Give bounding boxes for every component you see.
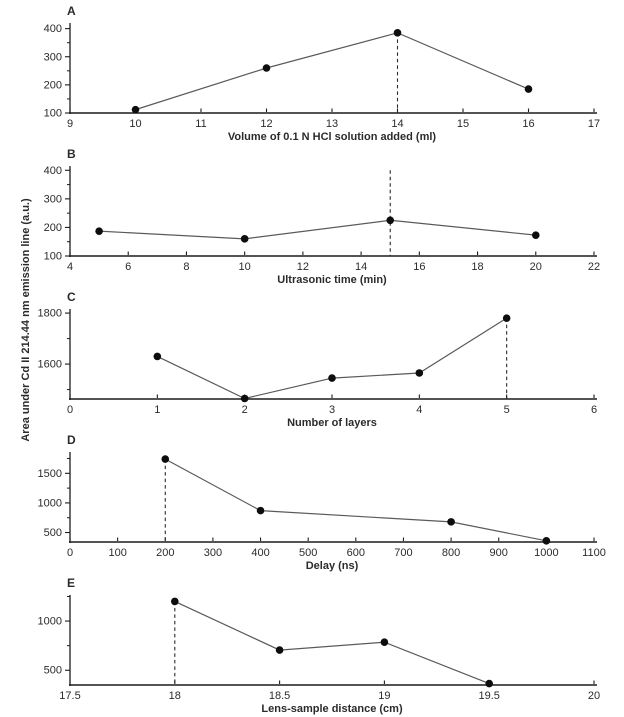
x-axis (67, 252, 600, 274)
shared-y-axis-label: Area under Cd II 214.44 nm emission line (a.u.) (20, 198, 32, 442)
data-point-marker (241, 235, 249, 243)
x-tick-label: 20 (587, 690, 601, 702)
x-tick-label: 4 (66, 261, 74, 273)
x-tick-label: 14 (354, 261, 368, 273)
x-axis (67, 395, 597, 417)
x-axis-title: Delay (ns) (305, 560, 359, 572)
data-point-marker (154, 353, 162, 361)
data-line (99, 220, 536, 239)
x-tick-label: 22 (587, 261, 601, 273)
x-tick-label: 4 (416, 404, 423, 416)
y-tick-label: 200 (43, 221, 62, 234)
data-points (171, 598, 493, 688)
x-tick-label: 2 (241, 404, 248, 416)
data-point-marker (257, 507, 265, 515)
x-tick-label: 18 (471, 261, 484, 273)
y-axis (44, 165, 70, 263)
x-tick-label: 900 (489, 547, 508, 559)
panel-e-chart (0, 573, 624, 716)
x-tick-label: 16 (522, 118, 535, 130)
x-tick-label: 0 (66, 404, 74, 416)
y-tick-label: 1000 (37, 497, 62, 510)
y-tick-label: 200 (43, 79, 62, 92)
x-tick-label: 12 (260, 118, 273, 130)
data-point-marker (263, 64, 271, 72)
data-point-marker (161, 455, 169, 463)
data-point-marker (328, 374, 336, 382)
x-axis-title: Number of layers (287, 417, 377, 429)
data-point-marker (416, 369, 424, 377)
x-tick-label: 11 (195, 118, 207, 130)
x-tick-label: 1000 (534, 547, 559, 559)
y-tick-label: 500 (43, 527, 62, 540)
x-axis-title: Volume of 0.1 N HCl solution added (ml) (227, 131, 437, 143)
y-tick-label: 400 (43, 164, 62, 177)
panel-label: A (67, 4, 76, 18)
panel-stack (0, 1, 624, 716)
x-tick-label: 800 (441, 547, 461, 559)
x-tick-label: 100 (108, 547, 127, 559)
x-tick-label: 13 (325, 118, 339, 130)
y-tick-label: 400 (43, 23, 62, 36)
x-tick-label: 700 (394, 547, 413, 559)
panel-b-chart (0, 144, 624, 287)
data-line (157, 318, 506, 398)
data-point-marker (381, 638, 389, 646)
panel-label: B (67, 147, 76, 161)
x-tick-label: 500 (299, 547, 318, 559)
y-axis (38, 452, 70, 543)
x-tick-label: 17.5 (59, 690, 81, 702)
x-axis (59, 681, 600, 703)
data-point-marker (386, 216, 394, 224)
data-point-marker (95, 227, 103, 235)
data-points (132, 29, 533, 113)
x-tick-label: 18.5 (268, 690, 291, 702)
data-point-marker (132, 106, 140, 114)
data-point-marker (525, 85, 533, 93)
x-tick-label: 10 (129, 118, 142, 130)
panel-c-chart (0, 287, 624, 430)
panel-a-chart (0, 1, 624, 144)
x-tick-label: 8 (183, 261, 190, 273)
data-point-marker (532, 231, 540, 239)
x-tick-label: 17 (587, 118, 601, 130)
y-tick-label: 1800 (37, 307, 62, 320)
data-point-marker (485, 680, 493, 688)
data-point-marker (241, 395, 249, 403)
panel-d-chart (0, 430, 624, 573)
x-tick-label: 600 (346, 547, 365, 559)
x-tick-label: 20 (529, 261, 542, 273)
x-axis (67, 109, 600, 131)
x-axis (67, 538, 606, 560)
data-line (165, 459, 546, 541)
data-point-marker (447, 518, 455, 526)
x-tick-label: 19 (378, 690, 391, 702)
data-points (154, 314, 511, 402)
y-tick-label: 300 (43, 51, 62, 64)
y-axis (38, 308, 70, 400)
y-tick-label: 100 (43, 250, 62, 263)
x-tick-label: 6 (590, 404, 598, 416)
data-points (161, 455, 550, 544)
x-axis-title: Lens-sample distance (cm) (261, 703, 403, 715)
x-tick-label: 3 (328, 404, 336, 416)
y-axis (38, 595, 70, 686)
x-tick-label: 400 (251, 547, 270, 559)
x-tick-label: 10 (238, 261, 251, 273)
x-tick-label: 300 (203, 547, 223, 559)
y-tick-label: 1500 (37, 467, 62, 480)
y-tick-label: 100 (43, 107, 62, 120)
y-tick-label: 300 (43, 193, 62, 206)
panel-label: C (67, 290, 76, 304)
data-point-marker (276, 646, 284, 654)
data-point-marker (171, 598, 179, 606)
x-tick-label: 6 (125, 261, 132, 273)
x-axis-title: Ultrasonic time (min) (277, 274, 387, 286)
x-tick-label: 18 (168, 690, 181, 702)
x-tick-label: 15 (456, 118, 470, 130)
y-axis (44, 23, 70, 120)
x-tick-label: 1 (154, 404, 161, 416)
x-tick-label: 19.5 (478, 690, 500, 702)
data-point-marker (394, 29, 402, 37)
x-tick-label: 9 (66, 118, 74, 130)
y-tick-label: 500 (43, 664, 62, 677)
data-point-marker (503, 314, 511, 322)
x-tick-label: 16 (413, 261, 426, 273)
x-tick-label: 0 (66, 547, 74, 559)
panel-label: E (67, 576, 76, 590)
data-line (136, 33, 529, 110)
y-tick-label: 1600 (37, 358, 62, 371)
x-tick-label: 5 (503, 404, 510, 416)
x-tick-label: 200 (156, 547, 175, 559)
data-point-marker (543, 537, 551, 545)
y-tick-label: 1000 (37, 615, 62, 628)
panel-label: D (67, 433, 76, 447)
x-tick-label: 12 (296, 261, 310, 273)
x-tick-label: 1100 (582, 547, 606, 559)
x-tick-label: 14 (391, 118, 404, 130)
data-line (175, 601, 489, 683)
